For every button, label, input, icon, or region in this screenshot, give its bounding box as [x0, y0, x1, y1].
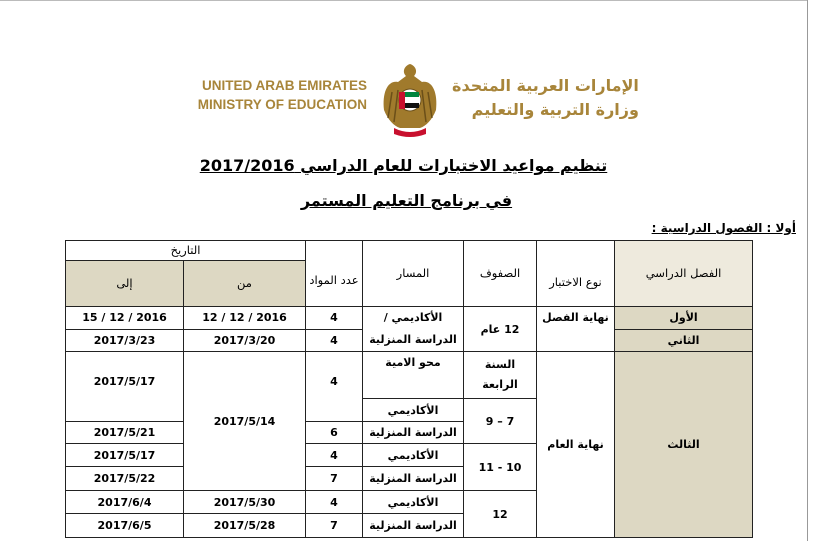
track-cell: الدراسة المنزلية	[363, 467, 464, 491]
exam-type-cell: نهاية الفصل	[537, 307, 615, 352]
count-cell: 4	[306, 307, 363, 330]
count-cell: 4	[306, 491, 363, 514]
to-date-cell: 2017/6/4	[66, 491, 184, 514]
track-cell: الأكاديمي	[363, 399, 464, 422]
track-cell: الدراسة المنزلية	[363, 422, 464, 444]
track-cell: الأكاديمي	[363, 491, 464, 514]
table-row	[66, 307, 753, 330]
grades-cell: 7 – 9	[464, 399, 537, 444]
to-date-cell: 2017/3/23	[66, 329, 184, 352]
header-subjects-count: عدد المواد	[306, 241, 363, 307]
track-cell: الدراسة المنزلية	[363, 514, 464, 538]
header-grades: الصفوف	[464, 241, 537, 307]
exam-type-cell: نهاية العام	[537, 352, 615, 538]
to-date-cell: 2017/6/5	[66, 514, 184, 538]
grades-cell: 12	[464, 491, 537, 538]
semester-cell: الأول	[615, 307, 753, 330]
logo-ar-line1: الإمارات العربية المتحدة	[452, 76, 639, 95]
from-date-cell: 2017/5/14	[184, 352, 306, 491]
from-date-cell: 2017/3/20	[184, 329, 306, 352]
ministry-name-english	[198, 76, 367, 114]
count-cell: 4	[306, 352, 363, 422]
document-title	[0, 155, 810, 177]
document-subtitle	[0, 190, 813, 212]
uae-emblem-icon	[380, 62, 440, 140]
to-date-cell: 2017/5/21	[66, 422, 184, 444]
header-to: إلى	[66, 261, 184, 307]
semester-cell: الثاني	[615, 329, 753, 352]
to-date-cell: 2017/5/17	[66, 444, 184, 467]
to-date-cell: 2016 / 12 / 15	[66, 307, 184, 330]
from-date-cell: 2016 / 12 / 12	[184, 307, 306, 330]
from-date-cell: 2017/5/30	[184, 491, 306, 514]
from-date-cell: 2017/5/28	[184, 514, 306, 538]
header-from: من	[184, 261, 306, 307]
header-semester: الفصل الدراسي	[615, 241, 753, 307]
header-date: التاريخ	[66, 241, 306, 261]
grades-cell: السنة الرابعة	[464, 352, 537, 399]
header-track: المسار	[363, 241, 464, 307]
semester-cell: الثالث	[615, 352, 753, 538]
grades-cell: 10 - 11	[464, 444, 537, 491]
page-top-edge	[0, 0, 808, 1]
header-exam-type: نوع الاختبار	[537, 241, 615, 307]
count-cell: 4	[306, 329, 363, 352]
track-cell: محو الامية	[363, 352, 464, 399]
track-cell: الأكاديمي / الدراسة المنزلية	[363, 307, 464, 352]
count-cell: 6	[306, 422, 363, 444]
logo-ar-line2: وزارة التربية والتعليم	[471, 100, 639, 119]
count-cell: 7	[306, 514, 363, 538]
count-cell: 7	[306, 467, 363, 491]
count-cell: 4	[306, 444, 363, 467]
logo-en-line1: UNITED ARAB EMIRATES	[202, 78, 367, 93]
grades-cell: 12 عام	[464, 307, 537, 352]
ministry-name-arabic	[452, 74, 639, 122]
section-heading: أولا : الفصول الدراسية :	[651, 221, 796, 235]
track-cell: الأكاديمي	[363, 444, 464, 467]
to-date-cell: 2017/5/17	[66, 352, 184, 422]
exam-schedule-table	[65, 240, 753, 538]
title-line1: تنظيم مواعيد الاختبارات للعام الدراسي 2017/2016	[199, 156, 608, 175]
page-right-edge	[807, 0, 808, 541]
title-line2: في برنامج التعليم المستمر	[300, 191, 513, 210]
logo-en-line2: MINISTRY OF EDUCATION	[197, 97, 367, 112]
to-date-cell: 2017/5/22	[66, 467, 184, 491]
table-row	[66, 352, 753, 399]
